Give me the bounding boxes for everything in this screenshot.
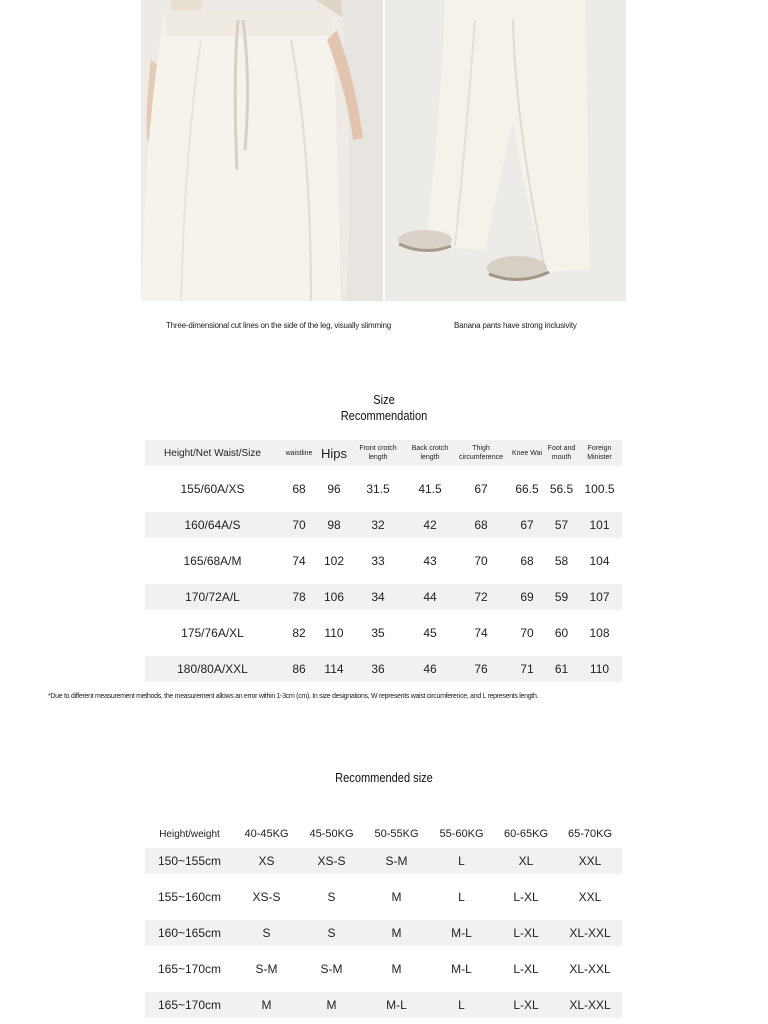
column-header: Thigh circumference <box>459 445 503 461</box>
table-cell: 155/60A/XS <box>180 482 245 496</box>
table-cell: 66.5 <box>515 482 539 496</box>
table-cell: 98 <box>327 518 341 532</box>
table-cell: 108 <box>589 626 610 640</box>
table-cell: L-XL <box>513 962 539 976</box>
table-cell: 60 <box>554 626 569 640</box>
table-cell: 114 <box>324 662 344 676</box>
table-cell: L <box>458 998 465 1012</box>
table-cell: XS-S <box>252 890 281 904</box>
table-cell: XL-XXL <box>569 998 611 1012</box>
table-cell: 69 <box>520 590 534 604</box>
column-header: 60-65KG <box>503 828 549 840</box>
column-header: Knee Wai <box>511 449 543 457</box>
table-cell: 160~165cm <box>157 926 222 940</box>
table-cell: 68 <box>474 518 488 532</box>
table-cell: 74 <box>292 554 306 568</box>
table-cell: 36 <box>371 662 385 676</box>
product-photo-side <box>385 0 627 301</box>
size-table-header-row <box>145 440 622 466</box>
column-header: 40-45KG <box>244 828 289 840</box>
size-recommendation-title-line2: Recommendation <box>340 408 428 423</box>
table-cell: 68 <box>520 554 534 568</box>
table-cell: S <box>327 926 336 940</box>
table-cell: M <box>391 890 402 904</box>
table-cell: L-XL <box>513 998 539 1012</box>
table-cell: M-L <box>386 998 407 1012</box>
table-cell: 67 <box>474 482 488 496</box>
table-cell: 58 <box>554 554 569 568</box>
table-cell: 70 <box>292 518 306 532</box>
table-cell: 67 <box>520 518 534 532</box>
table-cell: XL-XXL <box>569 962 611 976</box>
table-cell: 70 <box>474 554 488 568</box>
size-recommendation-table <box>145 440 622 682</box>
table-row <box>145 848 622 874</box>
table-cell: L-XL <box>513 926 539 940</box>
table-cell: 110 <box>324 626 344 640</box>
table-cell: 102 <box>323 554 345 568</box>
table-cell: 34 <box>371 590 385 604</box>
column-header: Height/Net Waist/Size <box>164 447 261 459</box>
table-cell: L <box>458 890 465 904</box>
column-header: Back crotch length <box>411 445 449 461</box>
table-cell: M <box>391 926 402 940</box>
column-header: Height/weight <box>159 828 220 840</box>
column-header: waistline <box>285 449 313 457</box>
table-cell: 104 <box>589 554 610 568</box>
table-row <box>145 946 622 992</box>
table-cell: L <box>458 854 465 868</box>
table-cell: 101 <box>589 518 610 532</box>
table-row <box>145 512 622 538</box>
table-cell: 76 <box>474 662 488 676</box>
table-cell: S-M <box>255 962 278 976</box>
table-cell: 160/64A/S <box>184 518 241 532</box>
table-cell: 61 <box>554 662 569 676</box>
table-cell: M <box>326 998 337 1012</box>
table-cell: XXL <box>578 890 602 904</box>
table-cell: 74 <box>474 626 488 640</box>
product-photo-front <box>141 0 383 301</box>
table-cell: 165~170cm <box>157 998 222 1012</box>
column-header: Foreign Minister <box>587 445 612 461</box>
table-row <box>145 610 622 656</box>
table-cell: L-XL <box>513 890 539 904</box>
table-row <box>145 656 622 682</box>
table-row <box>145 466 622 512</box>
table-cell: 42 <box>423 518 437 532</box>
caption-right: Banana pants have strong inclusivity <box>454 321 577 330</box>
caption-left: Three-dimensional cut lines on the side of the leg, visually slimming <box>166 321 391 330</box>
table-cell: M-L <box>451 962 472 976</box>
column-header: Foot and mouth <box>547 445 576 461</box>
table-row <box>145 538 622 584</box>
table-cell: 165~170cm <box>157 962 222 976</box>
column-header: 55-60KG <box>439 828 484 840</box>
table-cell: XS <box>258 854 275 868</box>
table-row <box>145 584 622 610</box>
pants-side-illustration <box>385 0 626 301</box>
table-cell: 110 <box>589 662 610 676</box>
recommended-table-header-row <box>145 820 622 848</box>
table-cell: 170/72A/L <box>185 590 240 604</box>
table-cell: 71 <box>520 662 534 676</box>
table-cell: XS-S <box>317 854 346 868</box>
table-cell: 31.5 <box>366 482 390 496</box>
table-cell: 72 <box>474 590 488 604</box>
table-row <box>145 920 622 946</box>
table-cell: 32 <box>371 518 385 532</box>
column-header: Front crotch length <box>359 445 397 461</box>
table-cell: 165/68A/M <box>183 554 242 568</box>
table-cell: 107 <box>589 590 610 604</box>
table-cell: 68 <box>292 482 306 496</box>
table-cell: 175/76A/XL <box>181 626 244 640</box>
table-cell: 35 <box>371 626 385 640</box>
table-cell: 56.5 <box>549 482 574 496</box>
table-cell: 180/80A/XXL <box>177 662 248 676</box>
table-cell: 45 <box>423 626 437 640</box>
table-cell: 70 <box>520 626 534 640</box>
table-cell: M-L <box>451 926 472 940</box>
table-cell: 100.5 <box>584 482 615 496</box>
table-cell: S-M <box>385 854 408 868</box>
table-cell: M <box>391 962 402 976</box>
table-cell: 82 <box>292 626 306 640</box>
table-cell: 78 <box>292 590 306 604</box>
table-cell: 86 <box>292 662 306 676</box>
table-cell: S <box>262 926 271 940</box>
table-cell: XXL <box>578 854 602 868</box>
table-cell: 150~155cm <box>157 854 222 868</box>
product-photos <box>141 0 626 301</box>
column-header: Hips <box>320 445 347 461</box>
table-cell: 44 <box>423 590 437 604</box>
size-recommendation-title-line1: Size <box>373 392 395 407</box>
table-cell: XL <box>518 854 534 868</box>
table-cell: 96 <box>327 482 341 496</box>
table-cell: M <box>261 998 272 1012</box>
recommended-size-title: Recommended size <box>335 770 433 785</box>
column-header: 45-50KG <box>309 828 354 840</box>
table-cell: 43 <box>423 554 437 568</box>
recommended-size-table <box>145 820 622 1018</box>
table-cell: 155~160cm <box>157 890 222 904</box>
column-header: 50-55KG <box>374 828 419 840</box>
table-cell: S <box>327 890 336 904</box>
table-cell: 57 <box>554 518 569 532</box>
measurement-note: *Due to different measurement methods, the measurement allows an error within 1-3cm (cm). In size designations, W represents waist circumference, and L represents length. <box>48 693 539 700</box>
pants-front-illustration <box>141 0 383 301</box>
table-cell: 59 <box>554 590 569 604</box>
table-row <box>145 874 622 920</box>
table-cell: XL-XXL <box>569 926 611 940</box>
table-cell: 33 <box>371 554 385 568</box>
table-row <box>145 992 622 1018</box>
table-cell: S-M <box>320 962 343 976</box>
column-header: 65-70KG <box>567 828 613 840</box>
table-cell: 46 <box>423 662 437 676</box>
table-cell: 106 <box>323 590 345 604</box>
table-cell: 41.5 <box>418 482 442 496</box>
